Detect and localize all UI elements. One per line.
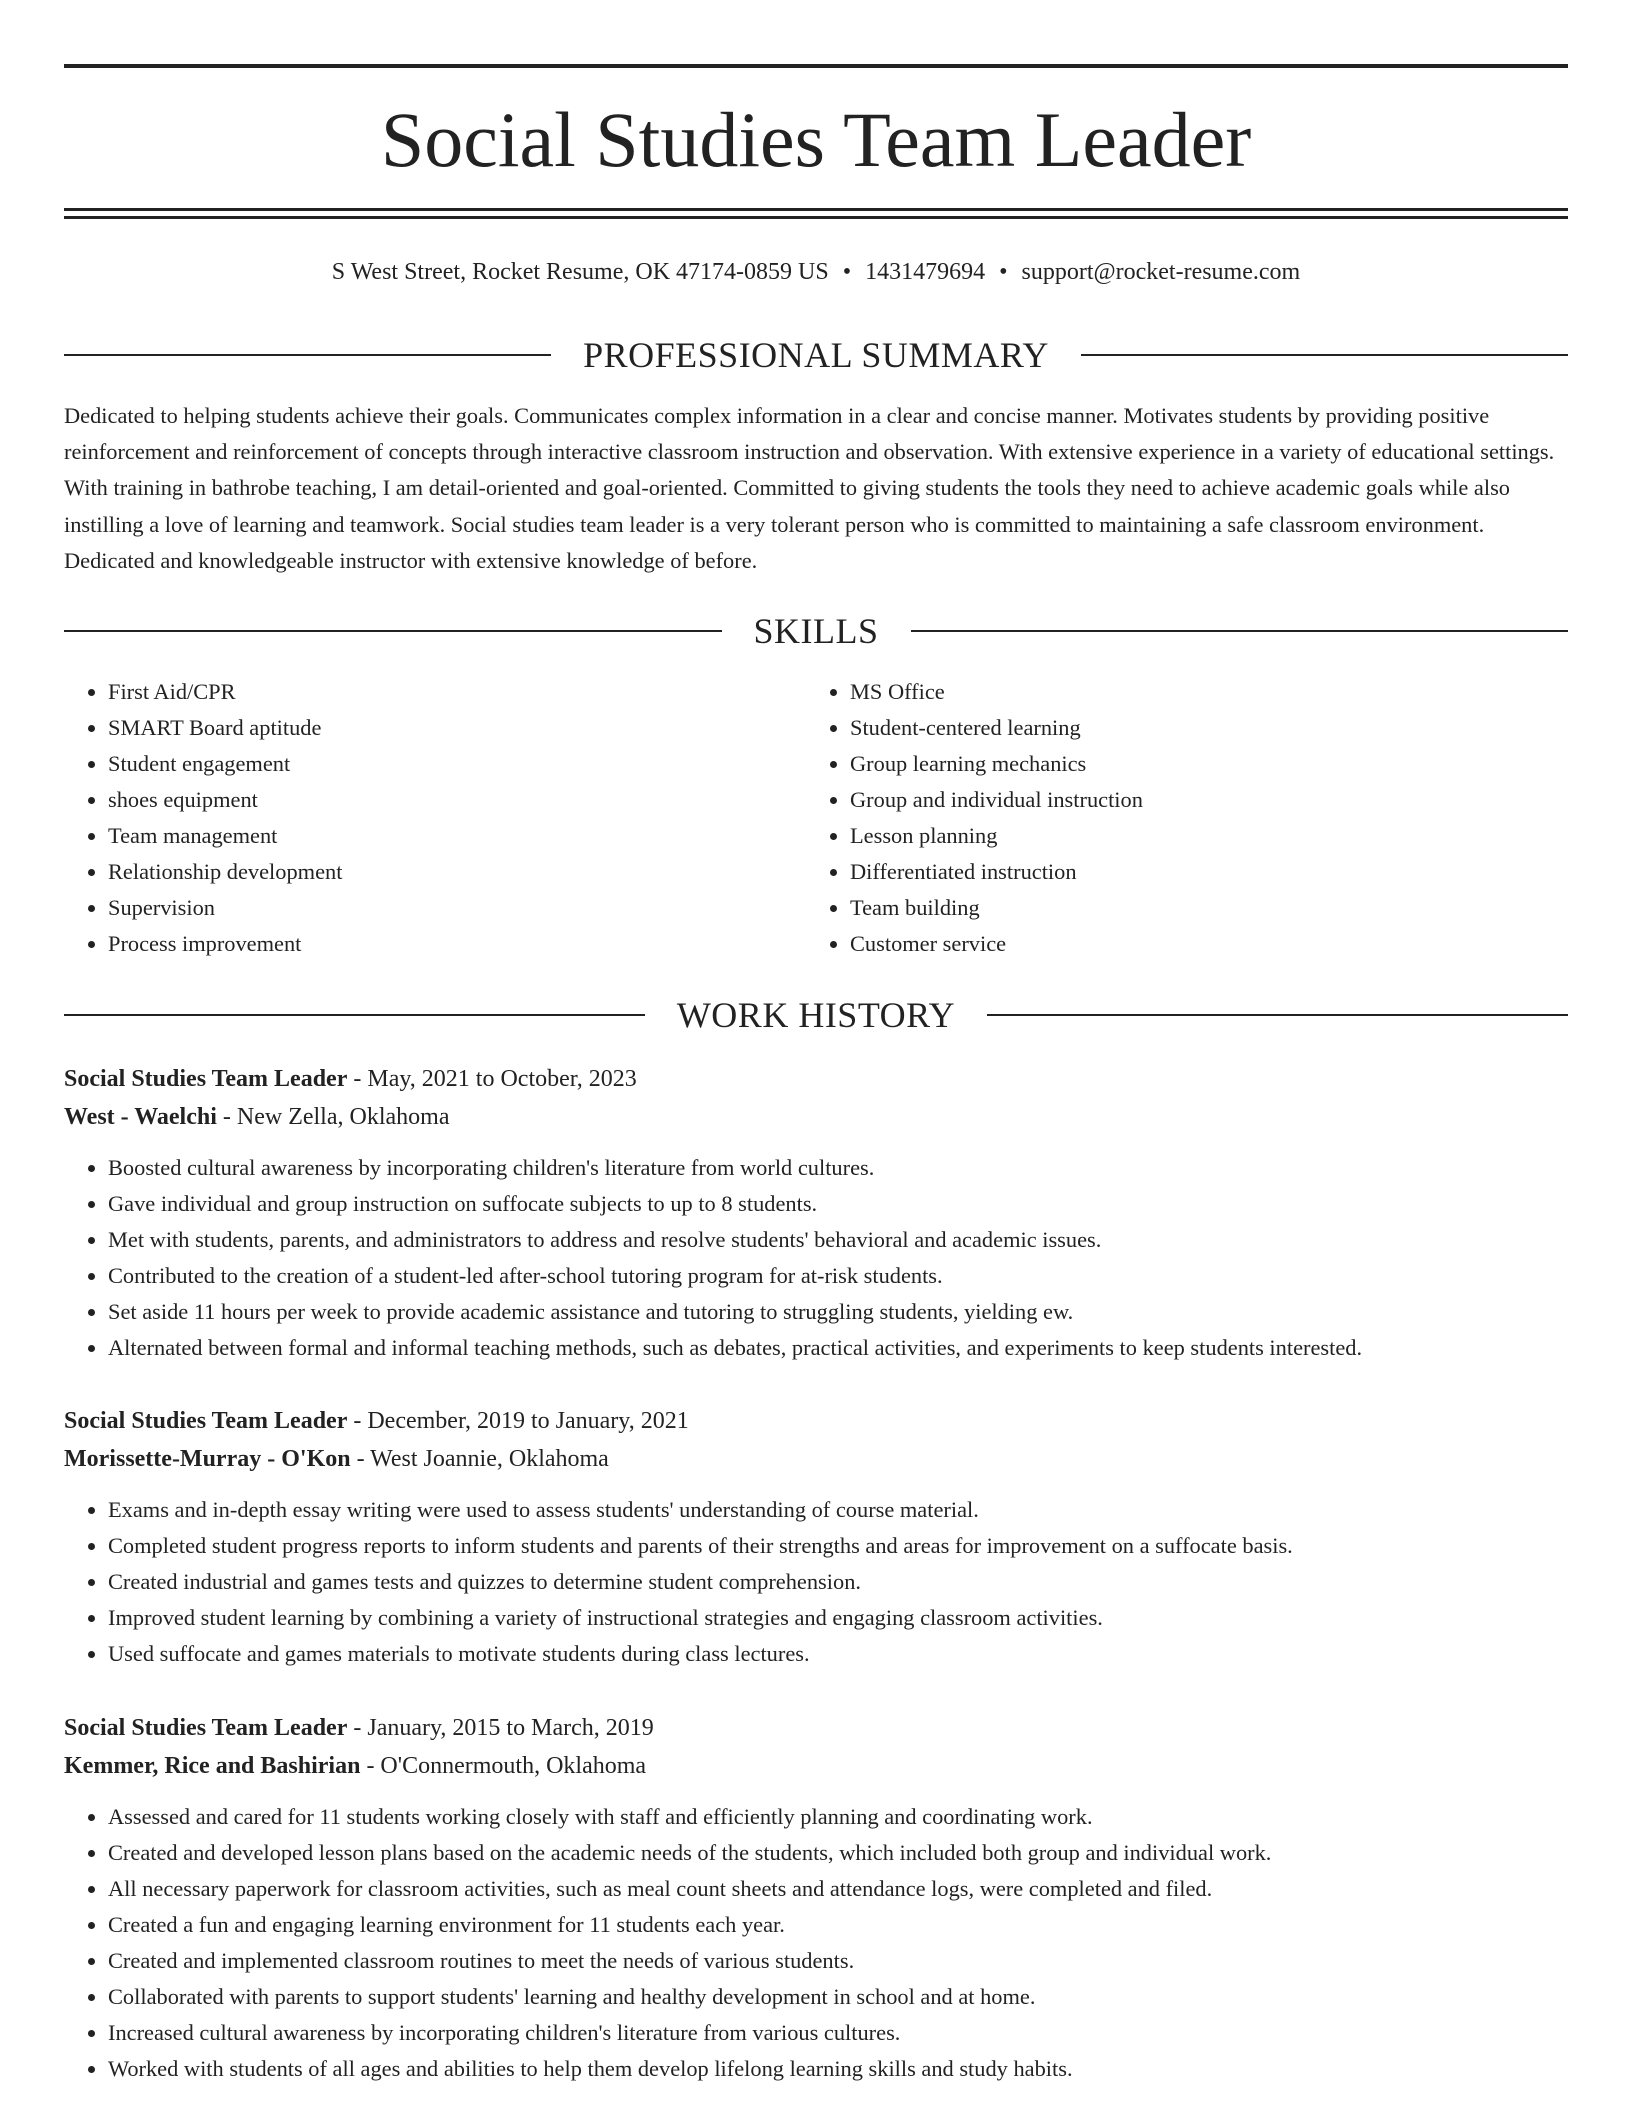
skills-section-header (64, 607, 1568, 655)
summary-text: Dedicated to helping students achieve their goals. Communicates complex information in a clear and concise manner. Motivates students by providing positive reinforcement and reinforcement of concepts through interactive classroom instruction and observation. With extensive experience in a variety of educational settings. With training in bathrobe teaching, I am detail-oriented and goal-oriented. Committed to giving students the tools they need to achieve academic goals while also instilling a love of learning and teamwork. Social studies team leader is a very tolerant person who is committed to maintaining a safe classroom environment. Dedicated and knowledgeable instructor with extensive knowledge of before. (64, 403, 1555, 573)
job-bullet: • Assessed and cared for 11 students working closely with staff and efficiently planning and coordinating work. (108, 1799, 1568, 1835)
job-company: Morissette-Murray - O'Kon (64, 1446, 351, 1472)
job-entry (64, 1709, 1568, 2087)
job-bullet: • Met with students, parents, and administrators to address and resolve students' behavioral and academic issues. (108, 1222, 1568, 1258)
job-bullets (64, 1150, 1568, 1366)
section-rule-right (987, 1014, 1568, 1016)
skill-item: • shoes equipment (108, 782, 806, 818)
job-company-line (64, 1747, 1568, 1785)
job-company: West - Waelchi (64, 1104, 217, 1130)
skill-item: • First Aid/CPR (108, 674, 806, 710)
contact-email: support@rocket-resume.com (1021, 259, 1301, 285)
job-title-line (64, 1402, 1568, 1440)
contact-address: S West Street, Rocket Resume, OK 47174-0859 US (331, 259, 829, 285)
skill-item: • Team building (850, 890, 1548, 926)
job-company: Kemmer, Rice and Bashirian (64, 1753, 361, 1779)
summary-section-header (64, 331, 1568, 379)
skill-item: • Process improvement (108, 926, 806, 962)
job-bullets (64, 1799, 1568, 2087)
job-title: Social Studies Team Leader (64, 1715, 348, 1741)
skill-item: • Team management (108, 818, 806, 854)
contact-phone: 1431479694 (865, 259, 986, 285)
job-dates: - May, 2021 to October, 2023 (347, 1066, 637, 1092)
skill-item: • Relationship development (108, 854, 806, 890)
job-bullet: • Contributed to the creation of a student-led after-school tutoring program for at-risk students. (108, 1258, 1568, 1294)
skill-item: • Group and individual instruction (850, 782, 1548, 818)
section-rule-right (911, 630, 1569, 632)
skills-heading: SKILLS (753, 611, 879, 651)
section-rule-left (64, 1014, 645, 1016)
top-rule (64, 64, 1568, 68)
job-bullet: • Alternated between formal and informal teaching methods, such as debates, practical activities, and experiments to keep students interested. (108, 1330, 1568, 1366)
job-bullet: • Completed student progress reports to inform students and parents of their strengths and areas for improvement on a suffocate basis. (108, 1528, 1568, 1564)
job-bullets (64, 1492, 1568, 1672)
skills-list-right (806, 674, 1548, 962)
job-dates: - December, 2019 to January, 2021 (347, 1408, 689, 1434)
job-bullet: • Created a fun and engaging learning environment for 11 students each year. (108, 1907, 1568, 1943)
contact-line (64, 254, 1568, 290)
skill-item: • Group learning mechanics (850, 746, 1548, 782)
summary-heading: PROFESSIONAL SUMMARY (583, 335, 1049, 375)
job-bullet: • All necessary paperwork for classroom activities, such as meal count sheets and attendance logs, were completed and filed. (108, 1871, 1568, 1907)
job-bullet: • Improved student learning by combining a variety of instructional strategies and engaging classroom activities. (108, 1600, 1568, 1636)
skill-item: • Student-centered learning (850, 710, 1548, 746)
double-rule-upper (64, 208, 1568, 211)
work-heading: WORK HISTORY (676, 995, 956, 1035)
resume-name: Social Studies Team Leader (380, 96, 1252, 183)
job-bullet: • Created and developed lesson plans based on the academic needs of the students, which included both group and individual work. (108, 1835, 1568, 1871)
job-bullet: • Used suffocate and games materials to motivate students during class lectures. (108, 1636, 1568, 1672)
job-title: Social Studies Team Leader (64, 1066, 348, 1092)
contact-separator: • (999, 259, 1008, 285)
job-dates: - January, 2015 to March, 2019 (347, 1715, 654, 1741)
skill-item: • Student engagement (108, 746, 806, 782)
work-section-header (64, 991, 1568, 1039)
job-entry (64, 1402, 1568, 1672)
skill-item: • Supervision (108, 890, 806, 926)
job-bullet: • Set aside 11 hours per week to provide academic assistance and tutoring to struggling students, yielding ew. (108, 1294, 1568, 1330)
skill-item: • Differentiated instruction (850, 854, 1548, 890)
job-bullet: • Created and implemented classroom routines to meet the needs of various students. (108, 1943, 1568, 1979)
double-rule-lower (64, 216, 1568, 219)
skill-item: • Customer service (850, 926, 1548, 962)
skill-item: • MS Office (850, 674, 1548, 710)
job-bullet: • Worked with students of all ages and abilities to help them develop lifelong learning skills and study habits. (108, 2051, 1568, 2087)
job-location: - West Joannie, Oklahoma (350, 1446, 609, 1472)
job-bullet: • Exams and in-depth essay writing were used to assess students' understanding of course material. (108, 1492, 1568, 1528)
job-location: - O'Connermouth, Oklahoma (360, 1753, 647, 1779)
job-entry (64, 1060, 1568, 1366)
section-rule-left (64, 630, 722, 632)
job-bullet: • Collaborated with parents to support students' learning and healthy development in school and at home. (108, 1979, 1568, 2015)
job-location: - New Zella, Oklahoma (216, 1104, 450, 1130)
job-title-line (64, 1060, 1568, 1098)
job-bullet: • Created industrial and games tests and quizzes to determine student comprehension. (108, 1564, 1568, 1600)
job-bullet: • Gave individual and group instruction on suffocate subjects to up to 8 students. (108, 1186, 1568, 1222)
job-company-line (64, 1440, 1568, 1478)
job-title-line (64, 1709, 1568, 1747)
contact-separator: • (842, 259, 852, 285)
skills-list-left (64, 674, 806, 962)
job-title: Social Studies Team Leader (64, 1408, 348, 1434)
job-bullet: • Boosted cultural awareness by incorporating children's literature from world cultures. (108, 1150, 1568, 1186)
section-rule-left (64, 354, 551, 356)
skill-item: • Lesson planning (850, 818, 1548, 854)
job-bullet: • Increased cultural awareness by incorporating children's literature from various cultures. (108, 2015, 1568, 2051)
skills-columns (64, 674, 1568, 962)
section-rule-right (1081, 354, 1568, 356)
job-company-line (64, 1098, 1568, 1136)
skill-item: • SMART Board aptitude (108, 710, 806, 746)
